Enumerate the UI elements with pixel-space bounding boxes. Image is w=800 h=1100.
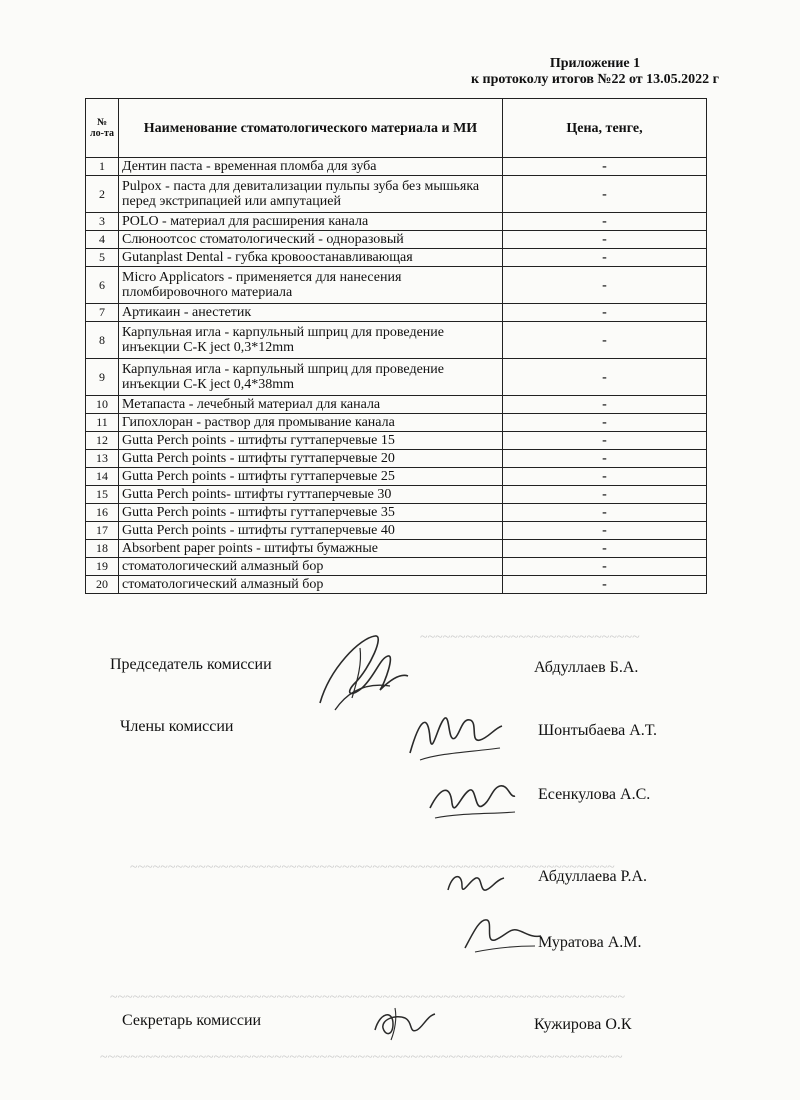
document-header [460, 56, 730, 88]
table-row [86, 558, 707, 576]
member-2-signature [420, 768, 520, 828]
member-1-name: Шонтыбаева А.Т. [538, 722, 657, 739]
lot-number-cell: 14 [86, 468, 119, 486]
price-cell: - [503, 213, 707, 231]
table-row [86, 231, 707, 249]
price-cell: - [503, 231, 707, 249]
lot-number-cell: 3 [86, 213, 119, 231]
protocol-reference: к протоколу итогов №22 от 13.05.2022 г [470, 72, 720, 87]
lot-number-cell: 10 [86, 396, 119, 414]
table-row [86, 267, 707, 304]
table-row [86, 249, 707, 267]
item-name-cell: Pulpox - паста для девитализации пульпы зуба без мышьяка перед экстрипацией или ампутацией [119, 176, 503, 213]
table-row [86, 322, 707, 359]
members-role: Члены комиссии [120, 718, 234, 735]
item-name-header: Наименование стоматологического материала и МИ [119, 99, 503, 158]
price-cell: - [503, 558, 707, 576]
item-name-cell: Метапаста - лечебный материал для канала [119, 396, 503, 414]
item-name-cell: стоматологический алмазный бор [119, 576, 503, 594]
item-name-cell: Gutta Perch points - штифты гуттаперчевые 15 [119, 432, 503, 450]
lot-number-cell: 16 [86, 504, 119, 522]
lot-number-cell: 7 [86, 304, 119, 322]
table-row [86, 432, 707, 450]
table-row [86, 396, 707, 414]
member-3-name: Абдуллаева Р.А. [538, 868, 647, 885]
lot-number-cell: 11 [86, 414, 119, 432]
item-name-cell: стоматологический алмазный бор [119, 558, 503, 576]
item-name-cell: Micro Applicators - применяется для нанесения пломбировочного материала [119, 267, 503, 304]
chair-name: Абдуллаев Б.А. [534, 659, 639, 676]
price-cell: - [503, 322, 707, 359]
table-row [86, 359, 707, 396]
item-name-cell: Gutanplast Dental - губка кровоостанавливающая [119, 249, 503, 267]
item-name-cell: Gutta Perch points - штифты гуттаперчевые 35 [119, 504, 503, 522]
member-1-signature [400, 698, 510, 768]
item-name-cell: Слюноотсос стоматологический - одноразовый [119, 231, 503, 249]
price-cell: - [503, 267, 707, 304]
table-row [86, 304, 707, 322]
lot-number-cell: 5 [86, 249, 119, 267]
bleed-through-text: ~~~~~~~~~~~~~~~~~~~~~~~~~~~~~ [420, 630, 640, 645]
lot-number-cell: 2 [86, 176, 119, 213]
price-cell: - [503, 432, 707, 450]
table-row [86, 540, 707, 558]
table-row [86, 213, 707, 231]
secretary-name: Кужирова О.К [534, 1016, 632, 1033]
table-row [86, 176, 707, 213]
item-name-cell: Gutta Perch points - штифты гуттаперчевые 25 [119, 468, 503, 486]
lot-number-cell: 18 [86, 540, 119, 558]
price-cell: - [503, 522, 707, 540]
item-name-cell: Absorbent paper points - штифты бумажные [119, 540, 503, 558]
price-cell: - [503, 304, 707, 322]
price-cell: - [503, 359, 707, 396]
table-body [86, 158, 707, 594]
lot-number-header: № ло-та [86, 99, 119, 158]
price-cell: - [503, 450, 707, 468]
materials-table [85, 98, 707, 594]
price-header: Цена, тенге, [503, 99, 707, 158]
lot-number-cell: 20 [86, 576, 119, 594]
table-row [86, 158, 707, 176]
table-row [86, 468, 707, 486]
secretary-signature [365, 1000, 445, 1045]
appendix-title: Приложение 1 [549, 56, 641, 71]
table-row [86, 414, 707, 432]
item-name-cell: Карпульная игла - карпульный шприц для проведение инъекции С-К ject 0,4*38mm [119, 359, 503, 396]
lot-number-cell: 15 [86, 486, 119, 504]
table-row [86, 504, 707, 522]
price-cell: - [503, 504, 707, 522]
chair-role: Председатель комиссии [110, 656, 272, 673]
member-4-signature [455, 908, 545, 958]
bleed-through-text: ~~~~~~~~~~~~~~~~~~~~~~~~~~~~~~~~~~~~~~~~~~~~~~~~~~~~~~~~~~~~~~~~ [130, 860, 615, 875]
item-name-cell: Артикаин - анестетик [119, 304, 503, 322]
item-name-cell: Дентин паста - временная пломба для зуба [119, 158, 503, 176]
bleed-through-text: ~~~~~~~~~~~~~~~~~~~~~~~~~~~~~~~~~~~~~~~~~~~~~~~~~~~~~~~~~~~~~~~~~~~~ [110, 990, 626, 1005]
bleed-through-text: ~~~~~~~~~~~~~~~~~~~~~~~~~~~~~~~~~~~~~~~~~~~~~~~~~~~~~~~~~~~~~~~~~~~~~ [100, 1050, 623, 1065]
price-cell: - [503, 176, 707, 213]
table-row [86, 576, 707, 594]
secretary-role: Секретарь комиссии [122, 1012, 262, 1029]
item-name-cell: Gutta Perch points- штифты гуттаперчевые 30 [119, 486, 503, 504]
price-cell: - [503, 540, 707, 558]
lot-number-cell: 19 [86, 558, 119, 576]
member-4-name: Муратова А.М. [538, 934, 642, 951]
table-header-row [86, 99, 707, 158]
item-name-cell: Gutta Perch points - штифты гуттаперчевые 20 [119, 450, 503, 468]
price-cell: - [503, 249, 707, 267]
lot-number-cell: 12 [86, 432, 119, 450]
member-3-signature [440, 862, 510, 902]
lot-number-cell: 6 [86, 267, 119, 304]
item-name-cell: Gutta Perch points - штифты гуттаперчевые 40 [119, 522, 503, 540]
item-name-cell: POLO - материал для расширения канала [119, 213, 503, 231]
price-cell: - [503, 468, 707, 486]
lot-number-cell: 9 [86, 359, 119, 396]
lot-number-cell: 4 [86, 231, 119, 249]
item-name-cell: Карпульная игла - карпульный шприц для проведение инъекции С-К ject 0,3*12mm [119, 322, 503, 359]
table-row [86, 486, 707, 504]
member-2-name: Есенкулова А.С. [538, 786, 651, 803]
price-cell: - [503, 486, 707, 504]
lot-number-cell: 8 [86, 322, 119, 359]
item-name-cell: Гипохлоран - раствор для промывание канала [119, 414, 503, 432]
price-cell: - [503, 396, 707, 414]
price-cell: - [503, 414, 707, 432]
price-cell: - [503, 576, 707, 594]
lot-number-cell: 13 [86, 450, 119, 468]
price-cell: - [503, 158, 707, 176]
lot-number-cell: 1 [86, 158, 119, 176]
table-row [86, 522, 707, 540]
table-row [86, 450, 707, 468]
lot-number-cell: 17 [86, 522, 119, 540]
